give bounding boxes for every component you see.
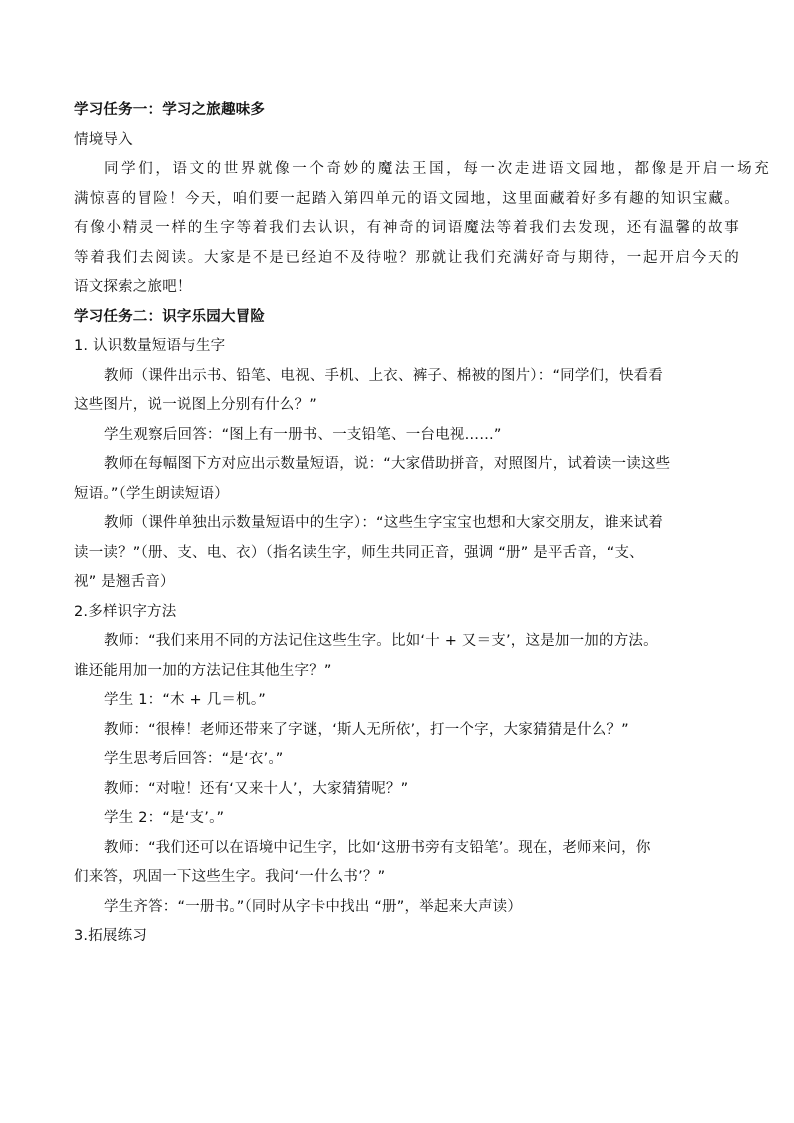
- intro-paragraph-line: 等着我们去阅读。大家是不是已经迫不及待啦？那就让我们充满好奇与期待，一起开启今天的: [74, 249, 739, 266]
- section2-line: 学生思考后回答：“是‘衣’。”: [104, 751, 284, 767]
- section1-line: 教师（课件单独出示数量短语中的生字）：“这些生字宝宝也想和大家交朋友，谁来试着: [104, 515, 664, 531]
- section2-line: 学生 1：“木 + 几＝机。”: [104, 692, 266, 708]
- task2-heading: 学习任务二：识字乐园大冒险: [74, 308, 266, 325]
- section2-line: 们来答，巩固一下这些生字。我问‘一什么书’？”: [74, 869, 386, 885]
- section1-line: 短语。”（学生朗读短语）: [74, 485, 229, 502]
- intro-paragraph-line: 语文探索之旅吧！: [74, 279, 192, 295]
- section1-line: 学生观察后回答：“图上有一册书、一支铅笔、一台电视……”: [104, 426, 502, 443]
- task1-subheading: 情境导入: [74, 131, 133, 148]
- section2-title: 2.多样识字方法: [74, 603, 177, 620]
- section1-line: 教师在每幅图下方对应出示数量短语，说：“大家借助拼音，对照图片，试着读一读这些: [104, 456, 671, 472]
- section2-line: 学生 2：“是‘支’。”: [104, 810, 225, 826]
- section2-line: 教师：“我们来用不同的方法记住这些生字。比如‘十 + 又＝支’，这是加一加的方法。: [104, 633, 658, 649]
- section2-line: 谁还能用加一加的方法记住其他生字？”: [74, 662, 332, 679]
- document-page: [74, 96, 769, 952]
- section1-line: 读一读？”（册、支、电、衣）（指名读生字，师生共同正音，强调 “册” 是平舌音，“支、: [74, 544, 644, 561]
- task1-heading: 学习任务一：学习之旅趣味多: [74, 102, 266, 118]
- intro-paragraph-line: 有像小精灵一样的生字等着我们去认识，有神奇的词语魔法等着我们去发现，还有温馨的故事: [74, 220, 739, 236]
- section1-line: 视” 是翘舌音）: [74, 574, 175, 590]
- section2-line: 教师：“很棒！老师还带来了字谜，‘斯人无所依’，打一个字，大家猜猜是什么？”: [104, 721, 629, 738]
- intro-paragraph-line: 同学们，语文的世界就像一个奇妙的魔法王国，每一次走进语文园地，都像是开启一场充: [104, 161, 769, 177]
- section2-line: 教师：“我们还可以在语境中记生字，比如‘这册书旁有支铅笔’。现在，老师来问，你: [104, 839, 651, 856]
- section1-line: 这些图片，说一说图上分别有什么？”: [74, 397, 317, 413]
- section1-title: 1. 认识数量短语与生字: [74, 338, 226, 354]
- section3-title: 3.拓展练习: [74, 928, 148, 944]
- section2-line: 学生齐答：“一册书。”（同时从字卡中找出 “册”，举起来大声读）: [104, 898, 523, 915]
- intro-paragraph-line: 满惊喜的冒险！今天，咱们要一起踏入第四单元的语文园地，这里面藏着好多有趣的知识宝藏。: [74, 190, 739, 207]
- section2-line: 教师：“对啦！还有‘又来十人’，大家猜猜呢？”: [104, 780, 409, 797]
- section1-line: 教师（课件出示书、铅笔、电视、手机、上衣、裤子、棉被的图片）：“同学们，快看看: [104, 367, 664, 384]
